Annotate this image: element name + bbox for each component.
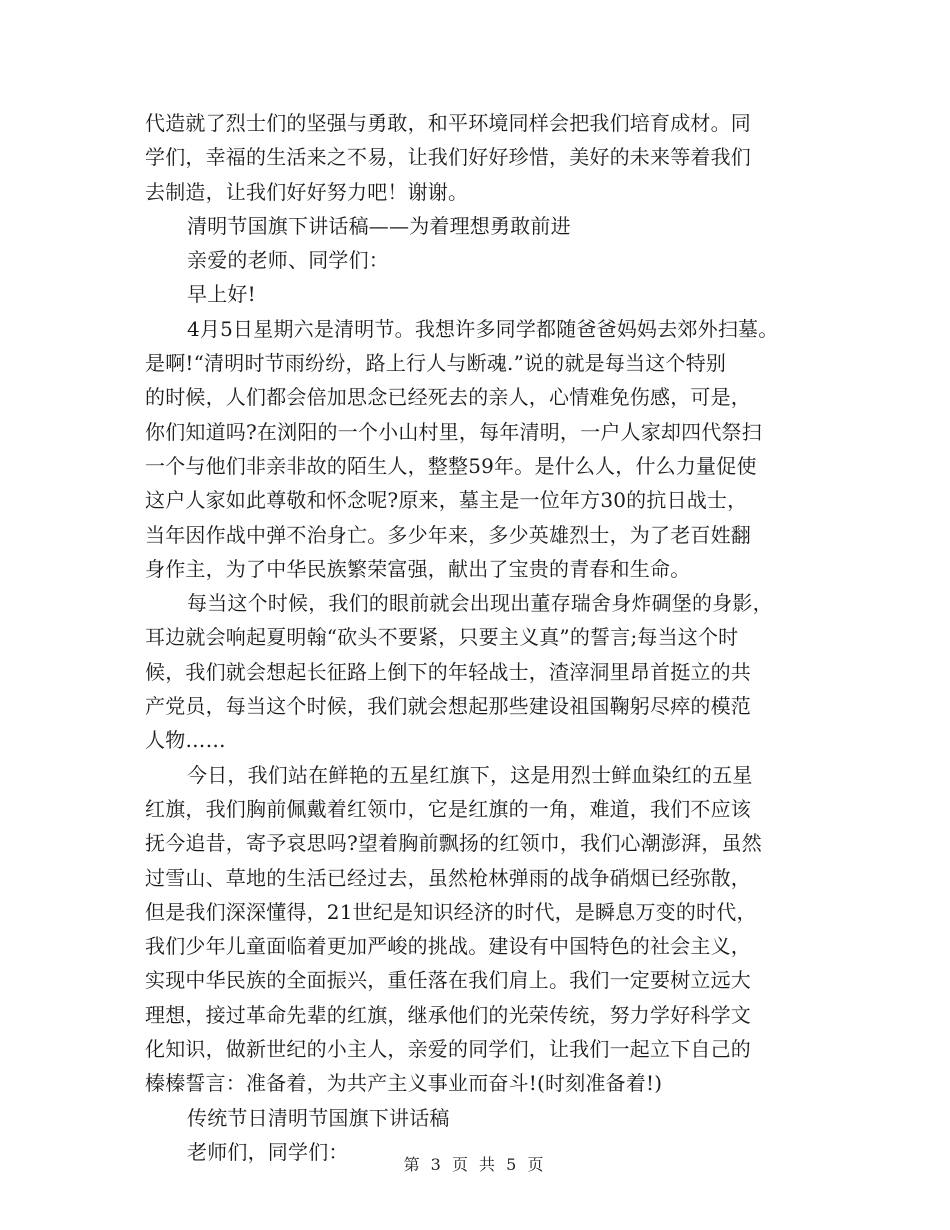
text-line: 当年因作战中弹不治身亡。多少年来，多少英雄烈士，为了老百姓翻 (145, 522, 751, 547)
text-line: 实现中华民族的全面振兴，重任落在我们肩上。我们一定要树立远大 (145, 968, 751, 993)
text-line: 身作主，为了中华民族繁荣富强，献出了宝贵的青春和生命。 (145, 556, 691, 581)
text-line: 这户人家如此尊敬和怀念呢?原来，墓主是一位年方30的抗日战士， (145, 488, 748, 513)
paragraph-first-line: 今日，我们站在鲜艳的五星红旗下，这是用烈士鲜血染红的五星 (187, 762, 753, 787)
text-line: 过雪山、草地的生活已经过去，虽然枪林弹雨的战争硝烟已经弥散， (145, 865, 751, 890)
text-line: 榛榛誓言：准备着，为共产主义事业而奋斗!(时刻准备着!) (145, 1071, 663, 1096)
text-line: 人物…… (145, 728, 226, 753)
paragraph-first-line: 4月5日星期六是清明节。我想许多同学都随爸爸妈妈去郊外扫墓。 (187, 316, 779, 341)
text-line: 代造就了烈士们的坚强与勇敢，和平环境同样会把我们培育成材。同 (145, 111, 751, 135)
paragraph-first-line: 早上好! (187, 282, 256, 307)
paragraph-first-line: 亲爱的老师、同学们： (187, 248, 389, 273)
text-line: 耳边就会响起夏明翰“砍头不要紧，只要主义真”的誓言;每当这个时 (145, 625, 739, 650)
text-line: 产党员，每当这个时候，我们就会想起那些建设祖国鞠躬尽瘁的模范 (145, 694, 751, 719)
paragraph-first-line: 老师们，同学们： (187, 1139, 349, 1164)
text-line: 是啊!“清明时节雨纷纷，路上行人与断魂.”说的就是每当这个特别 (145, 351, 727, 376)
document-body (145, 106, 825, 1169)
paragraph-first-line: 传统节日清明节国旗下讲话稿 (187, 1105, 450, 1130)
text-line: 一个与他们非亲非故的陌生人，整整59年。是什么人，什么力量促使 (145, 453, 757, 478)
page-number-footer: 第 3 页 共 5 页 (403, 1155, 547, 1174)
text-line: 学们，幸福的生活来之不易，让我们好好珍惜，美好的未来等着我们 (145, 145, 751, 170)
text-line: 去制造，让我们好好努力吧！谢谢。 (145, 179, 469, 204)
text-line: 但是我们深深懂得，21世纪是知识经济的时代，是瞬息万变的时代， (145, 899, 757, 924)
text-line: 红旗，我们胸前佩戴着红领巾，它是红旗的一角，难道，我们不应该 (145, 796, 751, 821)
text-line: 你们知道吗?在浏阳的一个小山村里，每年清明，一户人家却四代祭扫 (145, 419, 762, 444)
text-line: 我们少年儿童面临着更加严峻的挑战。建设有中国特色的社会主义， (145, 934, 751, 959)
text-line: 候，我们就会想起长征路上倒下的年轻战士，渣滓洞里昂首挺立的共 (145, 659, 751, 684)
paragraph-first-line: 每当这个时候，我们的眼前就会出现出董存瑞舍身炸碉堡的身影， (187, 591, 773, 616)
text-line: 理想，接过革命先辈的红旗，继承他们的光荣传统，努力学好科学文 (145, 1002, 751, 1027)
text-line: 化知识，做新世纪的小主人，亲爱的同学们，让我们一起立下自己的 (145, 1037, 751, 1062)
text-line: 抚今追昔，寄予哀思吗?望着胸前飘扬的红领巾，我们心潮澎湃，虽然 (145, 831, 762, 856)
text-line: 的时候，人们都会倍加思念已经死去的亲人，心情难免伤感，可是， (145, 385, 751, 410)
paragraph-first-line: 清明节国旗下讲话稿——为着理想勇敢前进 (187, 213, 571, 238)
